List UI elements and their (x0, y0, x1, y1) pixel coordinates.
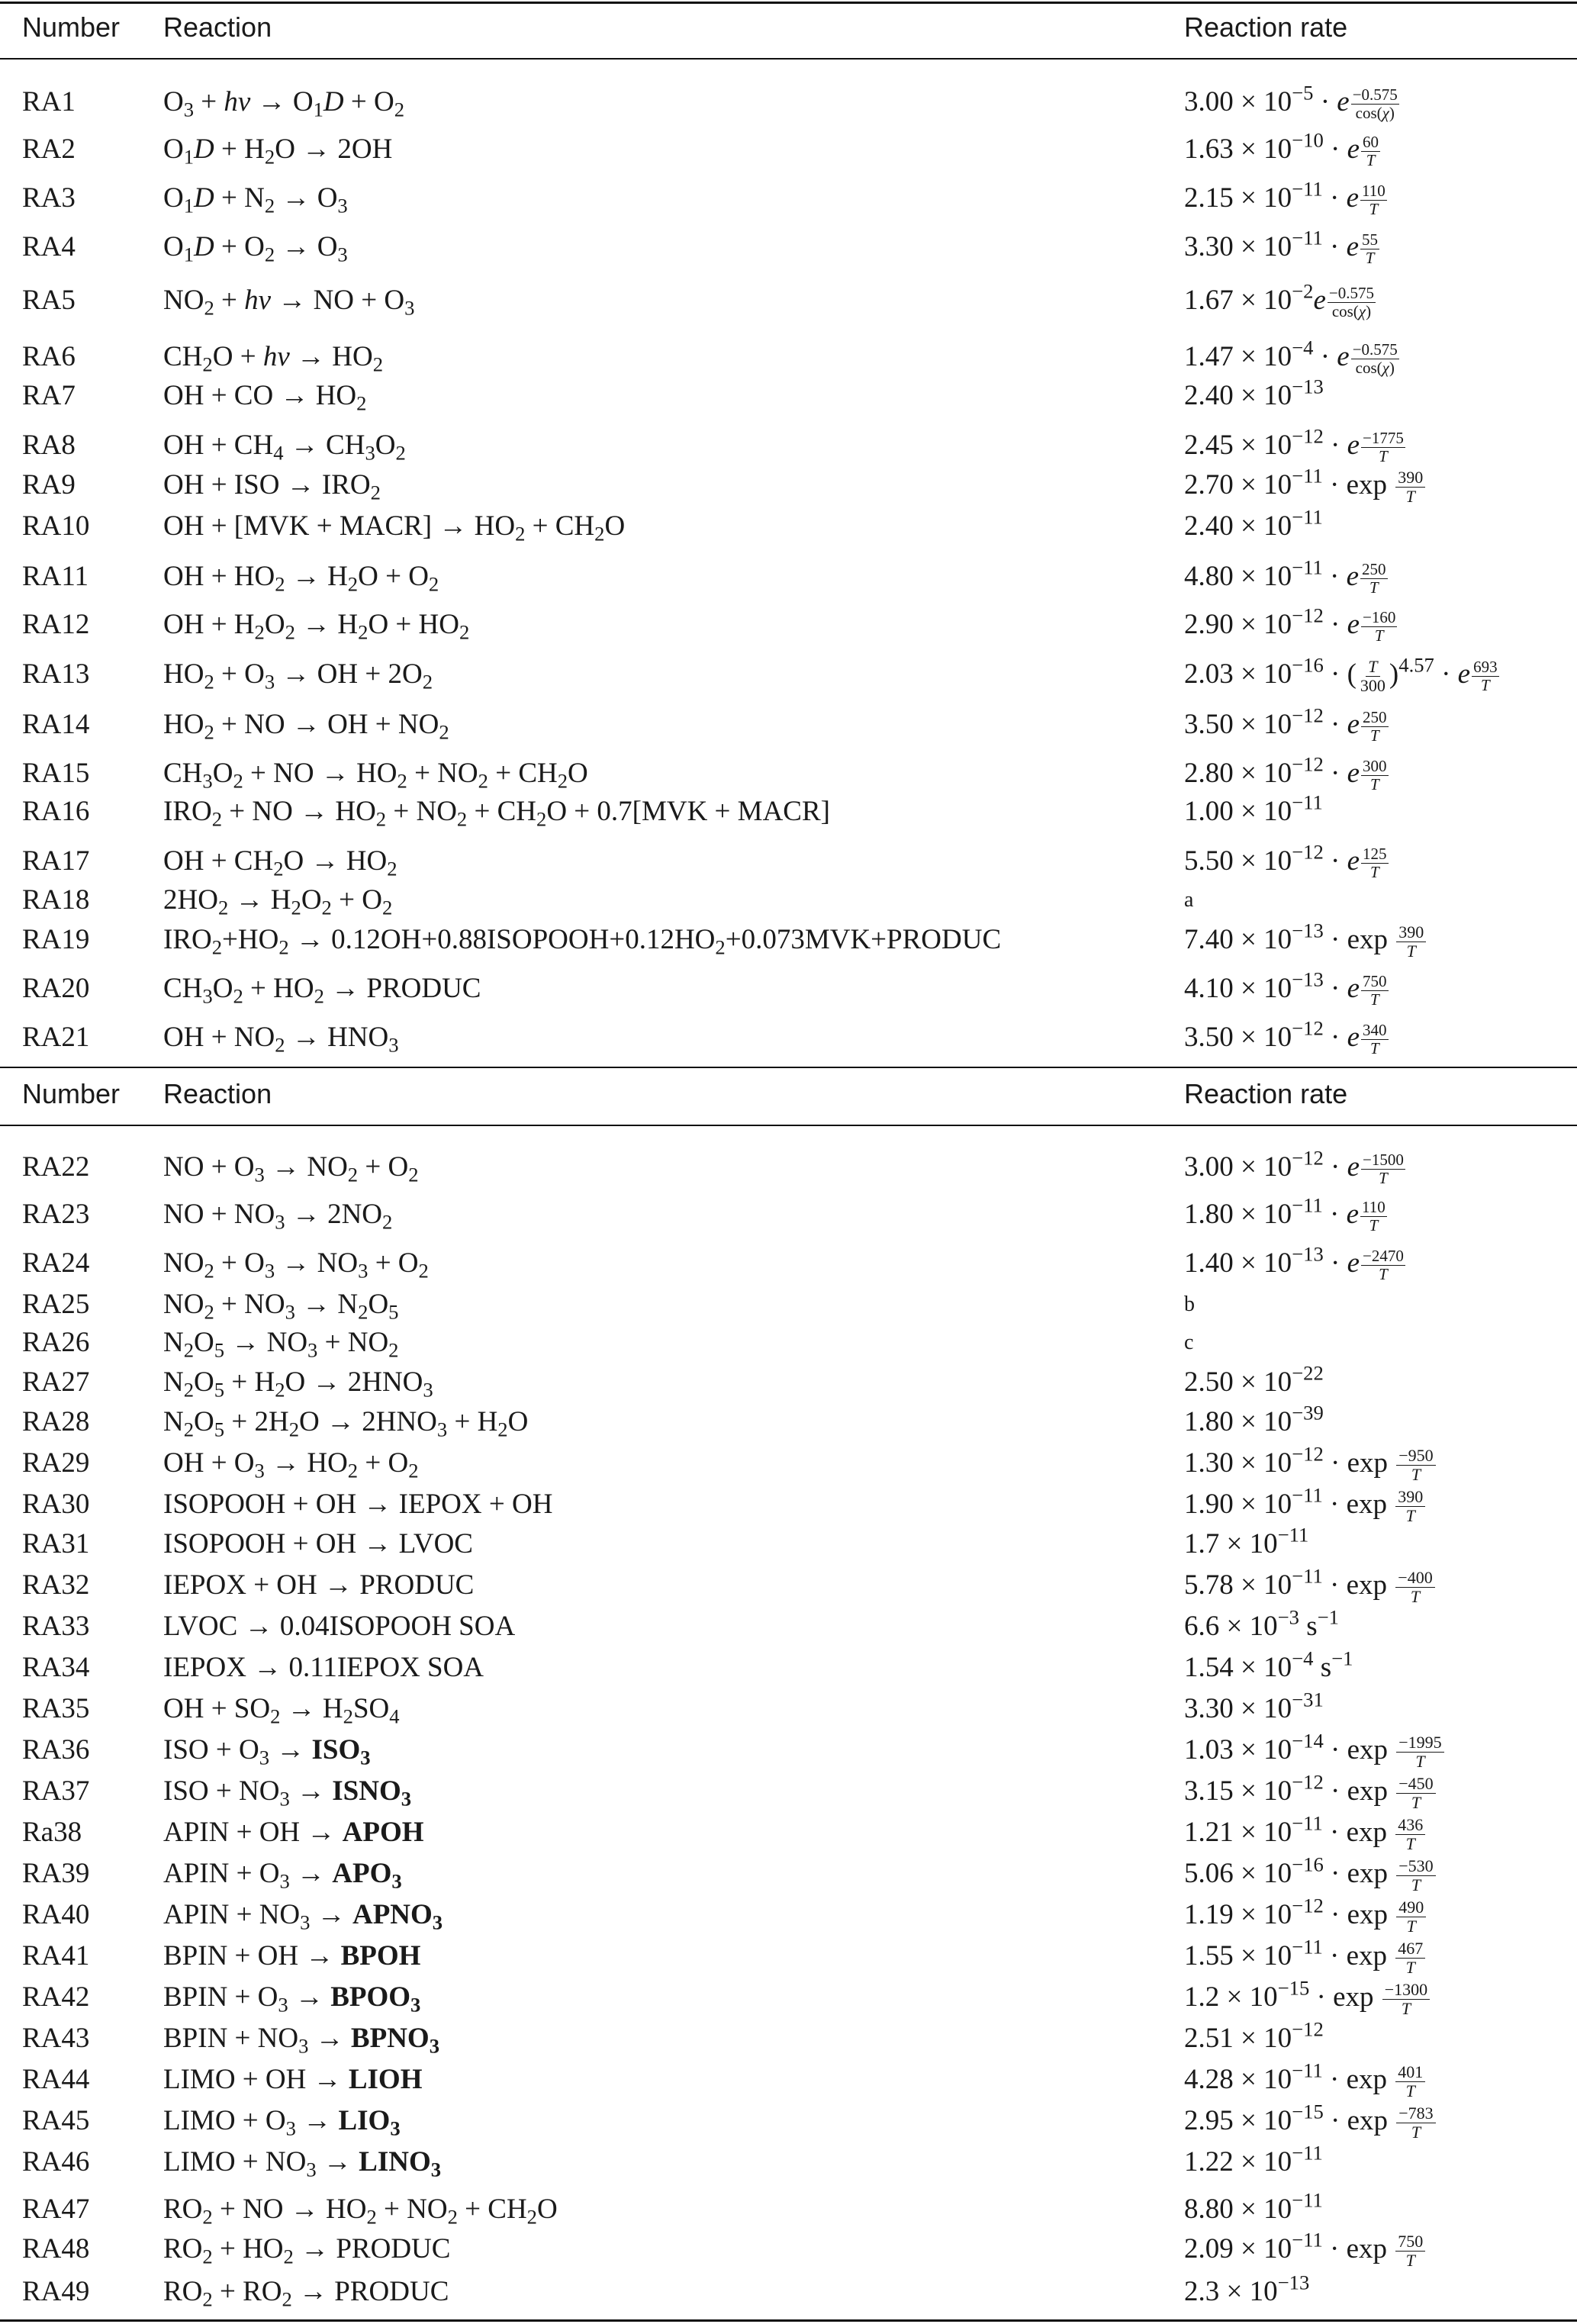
reaction-equation: IEPOX + OH → PRODUC (163, 1569, 475, 1601)
header-number: Number (22, 11, 121, 43)
reaction-equation: IEPOX → 0.11IEPOX SOA (163, 1652, 484, 1683)
reaction-number: RA7 (22, 380, 76, 411)
reaction-rate: $1.67 \times 10^{-2}e$ $\frac{-0.575}{\cos(\chi)}$ (1184, 279, 1374, 320)
reaction-rate: $1.40 \times 10^{-13} \cdot e$ $\frac{-2470}{T}$ (1184, 1242, 1404, 1283)
reaction-equation: $N_2O_5 + H_2O \to 2HNO_3$ (163, 1366, 433, 1402)
reaction-number: RA6 (22, 341, 76, 372)
reaction-rate: $5.50 \times 10^{-12} \cdot e$ $\frac{125}{T}$ (1184, 840, 1387, 881)
reaction-number: RA43 (22, 2023, 90, 2054)
reaction-number: RA5 (22, 285, 76, 316)
reaction-number: RA15 (22, 758, 90, 789)
reaction-rate: $1.55 \times 10^{-11} \cdot \exp$ $\frac{467}{T}$ (1184, 1939, 1427, 1976)
reaction-number: RA9 (22, 469, 76, 501)
footnote-marker: a (1184, 888, 1194, 912)
reaction-number: RA26 (22, 1327, 90, 1358)
header-number: Number (22, 1078, 121, 1109)
reaction-number: RA33 (22, 1611, 90, 1642)
reaction-equation: OH + [MVK + MACR] → $HO_2 + CH_2O$ (163, 510, 626, 546)
reaction-equation: OH + $O_3 \to HO_2 + O_2$ (163, 1447, 419, 1482)
reaction-rate: $2.51 \times 10^{-12}$ (1184, 2017, 1324, 2054)
reaction-rate: $1.03 \times 10^{-14} \cdot \exp$ $\frac{-1995}{T}$ (1184, 1733, 1446, 1770)
reaction-equation: BPIN + $O_3$ → $BPOO_3$ (163, 1981, 421, 2017)
reaction-equation: OH + ISO → $IRO_2$ (163, 469, 381, 504)
reaction-equation: $O_3 + h\nu \to O_1D + O_2$ (163, 86, 405, 121)
reaction-rate: $2.45 \times 10^{-12} \cdot e$ $\frac{-1775}{T}$ (1184, 424, 1404, 465)
reaction-number: RA44 (22, 2064, 90, 2095)
reaction-rate: $6.6 \times 10^{-3}$ $s^{-1}$ (1184, 1605, 1339, 1642)
reaction-number: RA19 (22, 924, 90, 955)
reaction-equation: $N_2O_5 \to NO_3 + NO_2$ (163, 1327, 399, 1362)
reaction-number: RA4 (22, 231, 76, 262)
reaction-number: RA14 (22, 709, 90, 740)
reaction-equation: $RO_2$ + NO → $HO_2 + NO_2 + CH_2O$ (163, 2194, 558, 2229)
reaction-rate: $2.70 \times 10^{-11} \cdot \exp$ $\frac{390}{T}$ (1184, 468, 1427, 505)
reaction-rate: $3.50 \times 10^{-12} \cdot e$ $\frac{250}{T}$ (1184, 703, 1387, 745)
reaction-number: RA37 (22, 1775, 90, 1807)
reaction-number: RA11 (22, 561, 89, 592)
reaction-number: Ra38 (22, 1817, 82, 1848)
reaction-equation: $CH_3O_2 + HO_2$ → PRODUC (163, 973, 481, 1008)
reaction-number: RA2 (22, 134, 76, 165)
reaction-rate: $2.3 \times 10^{-13}$ (1184, 2271, 1310, 2307)
reaction-number: RA13 (22, 658, 90, 690)
reaction-rate (1184, 1326, 1193, 1363)
reaction-equation: ISO + $O_3 \to ISO_3$ (163, 1734, 371, 1769)
reaction-equation: $CH_3O_2$ + NO → $HO_2 + NO_2 + CH_2O$ (163, 758, 588, 793)
reaction-rate: $2.09 \times 10^{-11} \cdot \exp$ $\frac{750}{T}$ (1184, 2232, 1427, 2269)
reaction-rate: $1.7 \times 10^{-11}$ (1184, 1523, 1309, 1560)
reaction-equation: LIMO + OH → LIOH (163, 2064, 423, 2095)
reaction-number: RA25 (22, 1289, 90, 1320)
reaction-equation: ISOPOOH + OH → LVOC (163, 1528, 473, 1560)
reaction-equation: OH + $HO_2 \to H_2O + O_2$ (163, 561, 439, 596)
reaction-number: RA31 (22, 1528, 90, 1560)
reaction-number: RA8 (22, 430, 76, 461)
reaction-equation: $CH_2O + h\nu \to HO_2$ (163, 341, 384, 376)
reaction-equation: $2HO_2 \to H_2O_2 + O_2$ (163, 884, 393, 919)
reaction-equation: $IRO_2$ + NO → $HO_2 + NO_2 + CH_2O + 0.7[MVK$ + MACR] (163, 796, 830, 831)
reaction-equation: $IRO_2+HO_2$ → $0.12OH+0.88ISOPOOH+0.12HO_2+0.073MVK+PRODUC$ (163, 924, 1002, 959)
reaction-number: RA23 (22, 1199, 90, 1230)
reaction-equation: OH + $SO_2 \to H_2SO_4$ (163, 1693, 400, 1728)
reaction-number: RA20 (22, 973, 90, 1004)
reaction-number: RA42 (22, 1981, 90, 2013)
reaction-equation: ISO + $NO_3$ → $ISNO_3$ (163, 1775, 412, 1811)
reaction-equation: LIMO + $NO_3$ → $LINO_3$ (163, 2146, 442, 2181)
reaction-number: RA46 (22, 2146, 90, 2178)
reaction-equation: $HO_2$ + NO → OH + $NO_2$ (163, 709, 449, 744)
reaction-rate: $3.30 \times 10^{-31}$ (1184, 1688, 1324, 1724)
reaction-rate: $2.90 \times 10^{-12} \cdot e$ $\frac{-160}{T}$ (1184, 604, 1396, 645)
reaction-number: RA27 (22, 1366, 90, 1398)
header-reaction: Reaction (163, 1078, 272, 1109)
reaction-equation: APIN + $O_3 \to APO_3$ (163, 1858, 402, 1893)
reaction-number: RA12 (22, 609, 90, 640)
reaction-rate: $1.47 \times 10^{-4} \cdot e$ $\frac{-0.575}{\cos(\chi)}$ (1184, 336, 1398, 377)
reaction-number: RA10 (22, 510, 90, 542)
reaction-equation: $N_2O_5 + 2H_2O \to 2HNO_3 + H_2O$ (163, 1406, 529, 1441)
reaction-equation: APIN + OH → APOH (163, 1817, 424, 1848)
reaction-rate: $3.15 \times 10^{-12} \cdot \exp$ $\frac{-450}{T}$ (1184, 1775, 1437, 1811)
reaction-number: RA36 (22, 1734, 90, 1766)
reaction-number: RA39 (22, 1858, 90, 1889)
reaction-equation: $NO_2 + h\nu$ → NO + $O_3$ (163, 285, 415, 320)
reaction-number: RA32 (22, 1569, 90, 1601)
reaction-equation: OH + $CH_2O \to HO_2$ (163, 845, 397, 880)
reaction-equation: NO + $NO_3 \to 2NO_2$ (163, 1199, 393, 1234)
reaction-equation: $HO_2 + O_3$ → OH + $2O_2$ (163, 658, 433, 694)
reaction-number: RA21 (22, 1022, 90, 1053)
reaction-rate: $2.03 \times 10^{-16}$ · ( $\frac{T}{300}$ )$^{4.57}$ · e $\frac{693}{T}$ (1184, 653, 1498, 696)
reaction-rate: $1.90 \times 10^{-11} \cdot \exp$ $\frac{390}{T}$ (1184, 1488, 1427, 1524)
reaction-number: RA18 (22, 884, 90, 916)
reaction-equation: $NO_2 + NO_3 \to N_2O_5$ (163, 1289, 399, 1324)
reaction-rate: $5.06 \times 10^{-16} \cdot \exp$ $\frac{-530}{T}$ (1184, 1857, 1437, 1894)
reaction-number: RA22 (22, 1151, 90, 1183)
reaction-rate: $1.00 \times 10^{-11}$ (1184, 790, 1323, 827)
reaction-equation: OH + $H_2O_2 \to H_2O + HO_2$ (163, 609, 470, 644)
reaction-number: RA17 (22, 845, 90, 877)
reaction-rate: $7.40 \times 10^{-13} \cdot \exp$ $\frac{390}{T}$ (1184, 923, 1427, 960)
reaction-rate: $4.80 \times 10^{-11} \cdot e$ $\frac{250}{T}$ (1184, 555, 1386, 597)
reaction-equation: $O_1D + H_2O \to 2OH$ (163, 134, 393, 169)
reaction-equation: BPIN + $NO_3$ → $BPNO_3$ (163, 2023, 440, 2058)
bottom-rule (0, 2319, 1577, 2322)
reaction-rate: $5.78 \times 10^{-11} \cdot \exp$ $\frac{-400}{T}$ (1184, 1569, 1437, 1605)
reaction-number: RA47 (22, 2194, 90, 2225)
reaction-rate: $4.10 \times 10^{-13} \cdot e$ $\frac{750}{T}$ (1184, 967, 1387, 1009)
reaction-equation: BPIN + OH → BPOH (163, 1940, 421, 1972)
reaction-rate: $3.30 \times 10^{-11} \cdot e$ $\frac{55}{T}$ (1184, 226, 1379, 267)
reaction-rate: $8.80 \times 10^{-11}$ (1184, 2188, 1323, 2225)
reaction-rate: $1.22 \times 10^{-11}$ (1184, 2141, 1323, 2178)
reaction-rate: $2.15 \times 10^{-11} \cdot e$ $\frac{110}{T}$ (1184, 177, 1386, 218)
reaction-equation: LVOC → 0.04ISOPOOH SOA (163, 1611, 516, 1642)
reaction-number: RA24 (22, 1247, 90, 1279)
reaction-rate: $1.30 \times 10^{-12} \cdot \exp$ $\frac{-950}{T}$ (1184, 1447, 1437, 1483)
header-rate: Reaction rate (1184, 11, 1348, 43)
reaction-number: RA34 (22, 1652, 90, 1683)
reaction-number: RA45 (22, 2105, 90, 2136)
reaction-equation: OH + CO → $HO_2$ (163, 380, 367, 415)
reaction-rate: $1.80 \times 10^{-39}$ (1184, 1401, 1324, 1437)
header-reaction: Reaction (163, 11, 272, 43)
footnote-marker: c (1184, 1331, 1194, 1354)
reaction-equation: $RO_2 + RO_2$ → PRODUC (163, 2276, 449, 2311)
reaction-number: RA41 (22, 1940, 90, 1972)
reaction-rate: $2.80 \times 10^{-12} \cdot e$ $\frac{300}{T}$ (1184, 752, 1387, 793)
reaction-number: RA1 (22, 86, 76, 117)
reaction-equation: OH + $CH_4 \to CH_3O_2$ (163, 430, 406, 465)
reaction-rate: $3.00 \times 10^{-12} \cdot e$ $\frac{-1500}{T}$ (1184, 1146, 1404, 1187)
header-rate: Reaction rate (1184, 1078, 1348, 1109)
reaction-number: RA30 (22, 1489, 90, 1520)
reaction-number: RA29 (22, 1447, 90, 1479)
reaction-number: RA35 (22, 1693, 90, 1724)
reaction-rate: $2.40 \times 10^{-11}$ (1184, 505, 1323, 542)
reaction-number: RA28 (22, 1406, 90, 1437)
reaction-equation: NO + $O_3 \to NO_2 + O_2$ (163, 1151, 419, 1186)
reaction-equation: APIN + $NO_3$ → $APNO_3$ (163, 1899, 443, 1934)
reaction-rate: $2.40 \times 10^{-13}$ (1184, 375, 1324, 411)
reaction-rate: $1.63 \times 10^{-10} \cdot e$ $\frac{60}{T}$ (1184, 128, 1379, 169)
reaction-rate: $1.2 \times 10^{-15} \cdot \exp$ $\frac{-1300}{T}$ (1184, 1981, 1431, 2017)
reaction-rate: $3.50 \times 10^{-12} \cdot e$ $\frac{340}{T}$ (1184, 1016, 1387, 1057)
reaction-number: RA40 (22, 1899, 90, 1930)
reaction-equation: $O_1D + O_2 \to O_3$ (163, 231, 348, 266)
header-rule (0, 1125, 1577, 1126)
reaction-number: RA16 (22, 796, 90, 827)
reaction-equation: $O_1D + N_2 \to O_3$ (163, 182, 348, 217)
reaction-rate: $4.28 \times 10^{-11} \cdot \exp$ $\frac{401}{T}$ (1184, 2063, 1427, 2100)
reaction-rate: $1.80 \times 10^{-11} \cdot e$ $\frac{110}{T}$ (1184, 1193, 1386, 1234)
reaction-equation: ISOPOOH + OH → IEPOX + OH (163, 1489, 553, 1520)
reaction-equation: $RO_2 + HO_2$ → PRODUC (163, 2233, 451, 2268)
reaction-equation: OH + $NO_2 \to HNO_3$ (163, 1022, 399, 1057)
reaction-rate: $1.54 \times 10^{-4}$ $s^{-1}$ (1184, 1646, 1353, 1683)
reaction-rate (1184, 884, 1193, 921)
reaction-rate (1184, 1288, 1195, 1325)
top-rule (0, 2, 1577, 4)
reaction-rate: $2.50 \times 10^{-22}$ (1184, 1361, 1324, 1398)
reaction-equation: $NO_2 + O_3 \to NO_3 + O_2$ (163, 1247, 429, 1283)
reaction-rate: $1.21 \times 10^{-11} \cdot \exp$ $\frac{436}{T}$ (1184, 1816, 1427, 1852)
reaction-number: RA49 (22, 2276, 90, 2307)
footnote-marker: b (1184, 1292, 1195, 1316)
reaction-number: RA3 (22, 182, 76, 214)
header-rule (0, 58, 1577, 60)
reaction-equation: LIMO + $O_3 \to LIO_3$ (163, 2105, 401, 2140)
reaction-rate: $3.00 \times 10^{-5} \cdot e$ $\frac{-0.575}{\cos(\chi)}$ (1184, 81, 1398, 122)
reaction-rate: $2.95 \times 10^{-15} \cdot \exp$ $\frac{-783}{T}$ (1184, 2104, 1437, 2141)
reaction-rate: $1.19 \times 10^{-12} \cdot \exp$ $\frac{490}{T}$ (1184, 1898, 1427, 1935)
section-rule (0, 1067, 1577, 1068)
reaction-number: RA48 (22, 2233, 90, 2264)
